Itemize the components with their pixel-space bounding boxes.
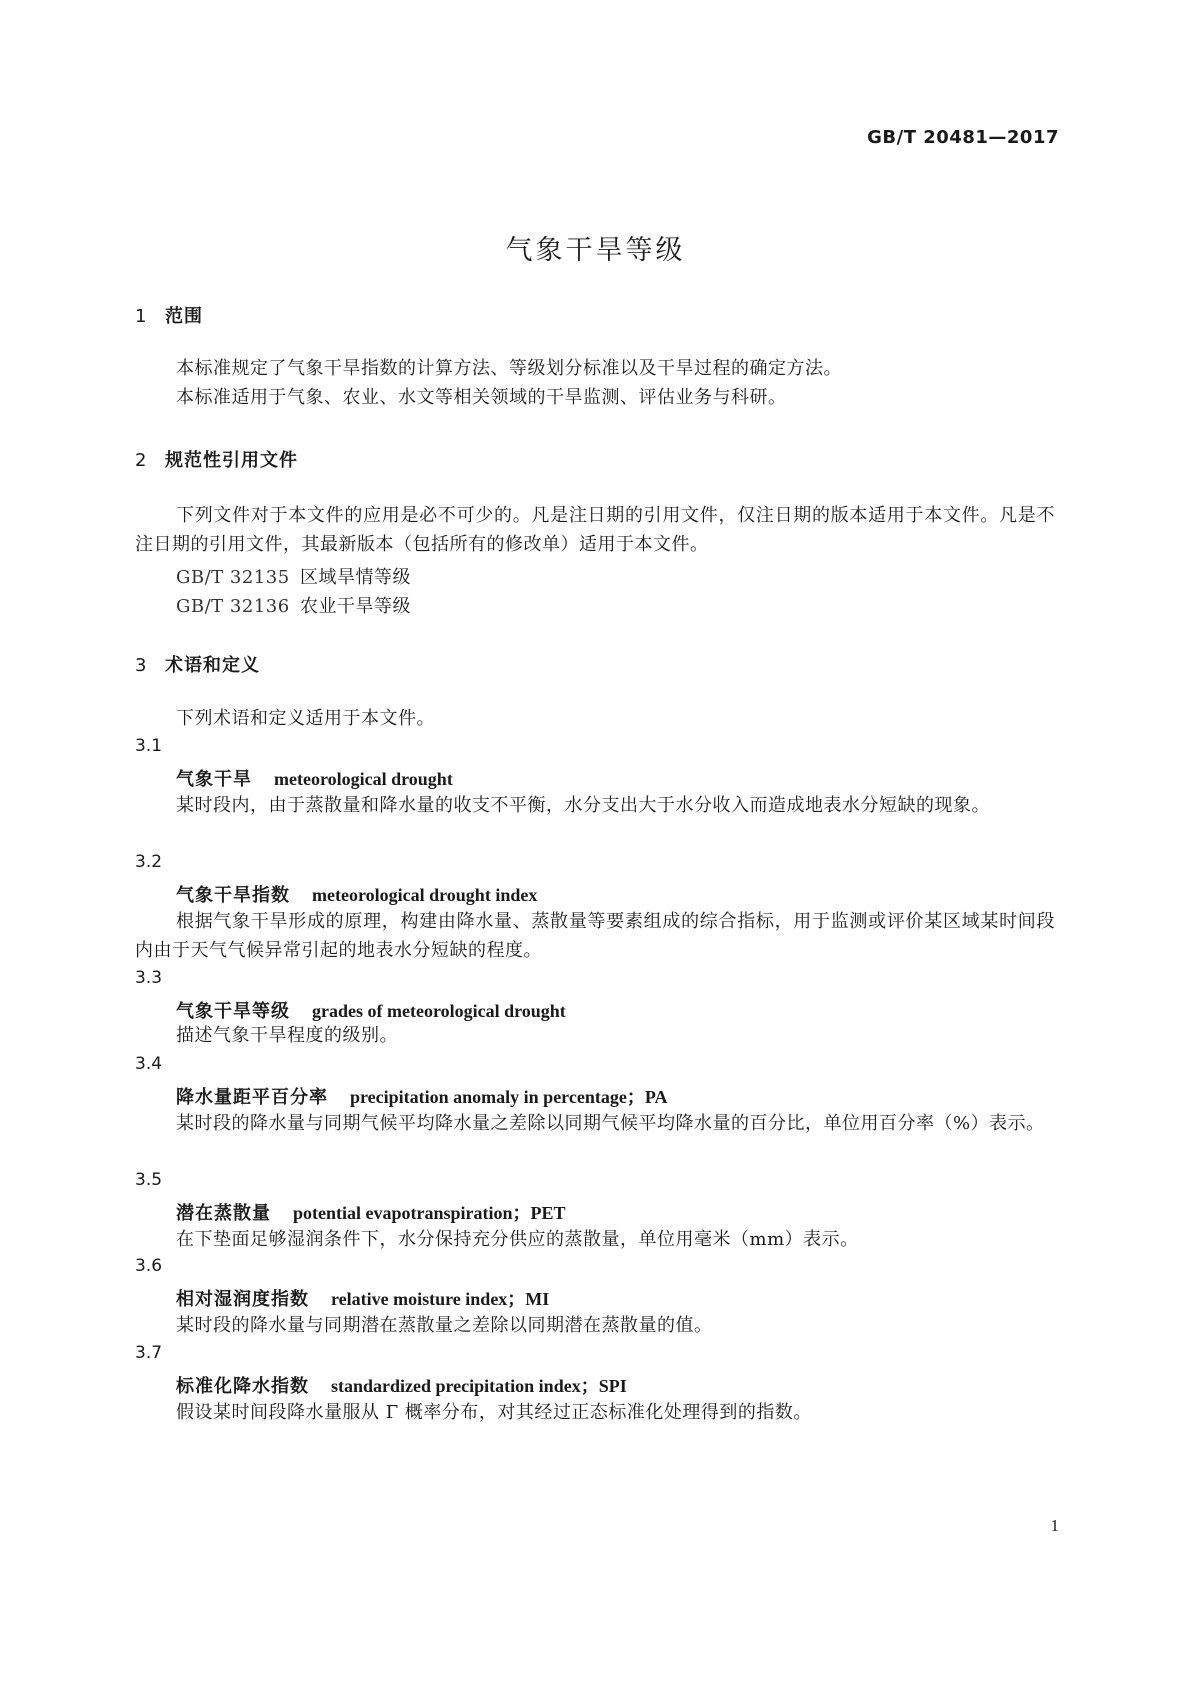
term-zh: 标准化降水指数 <box>176 1376 309 1397</box>
term-en: meteorological drought index <box>312 885 538 905</box>
term-zh: 相对湿润度指数 <box>176 1289 309 1310</box>
paragraph: 本标准适用于气象、农业、水文等相关领域的干旱监测、评估业务与科研。 <box>176 387 787 408</box>
paragraph: 下列术语和定义适用于本文件。 <box>176 708 435 729</box>
term-definition: 描述气象干旱程度的级别。 <box>176 1025 398 1046</box>
term-heading <box>176 1199 566 1225</box>
term-definition: 某时段的降水量与同期潜在蒸散量之差除以同期潜在蒸散量的值。 <box>176 1315 713 1336</box>
term-en: standardized precipitation index；SPI <box>331 1376 627 1396</box>
term-number: 3.1 <box>135 736 163 756</box>
section-heading-2 <box>135 446 298 472</box>
term-zh: 潜在蒸散量 <box>176 1203 271 1224</box>
term-en: grades of meteorological drought <box>312 1001 566 1021</box>
term-definition: 在下垫面足够湿润条件下，水分保持充分供应的蒸散量，单位用毫米（mm）表示。 <box>176 1229 859 1250</box>
section-number: 2 <box>135 450 148 471</box>
term-heading <box>176 881 537 907</box>
section-number: 3 <box>135 655 148 676</box>
section-heading-1 <box>135 302 203 328</box>
reference-title: 区域旱情等级 <box>300 567 411 588</box>
term-zh: 气象干旱等级 <box>176 1001 290 1022</box>
reference-code: GB/T 32136 <box>176 596 290 617</box>
section-title: 范围 <box>165 306 203 327</box>
term-heading <box>176 1372 627 1398</box>
term-zh: 气象干旱指数 <box>176 885 290 906</box>
reference-item <box>176 563 411 589</box>
paragraph: 下列文件对于本文件的应用是必不可少的。凡是注日期的引用文件，仅注日期的版本适用于本文件。凡是不注日期的引用文件，其最新版本（包括所有的修改单）适用于本文件。 <box>135 505 1055 555</box>
term-definition: 某时段的降水量与同期气候平均降水量之差除以同期气候平均降水量的百分比，单位用百分率（%）表示。 <box>176 1113 1045 1134</box>
term-number: 3.4 <box>135 1054 163 1074</box>
term-zh: 气象干旱 <box>176 769 252 790</box>
page-number: 1 <box>1050 1516 1059 1535</box>
term-en: potential evapotranspiration；PET <box>293 1203 566 1223</box>
section-title: 术语和定义 <box>165 655 260 676</box>
reference-title: 农业干旱等级 <box>300 596 411 617</box>
standard-number: GB/T 20481—2017 <box>867 127 1059 148</box>
term-number: 3.7 <box>135 1343 163 1363</box>
term-heading <box>176 1083 667 1109</box>
term-zh: 降水量距平百分率 <box>176 1087 328 1108</box>
section-heading-3 <box>135 651 260 677</box>
term-number: 3.5 <box>135 1170 163 1190</box>
paragraph: 本标准规定了气象干旱指数的计算方法、等级划分标准以及干旱过程的确定方法。 <box>176 358 842 379</box>
section-number: 1 <box>135 306 148 327</box>
section-title: 规范性引用文件 <box>165 450 298 471</box>
term-definition: 根据气象干旱形成的原理，构建由降水量、蒸散量等要素组成的综合指标，用于监测或评价某区域某时间段内由于天气气候异常引起的地表水分短缺的程度。 <box>135 911 1055 961</box>
term-en: precipitation anomaly in percentage；PA <box>350 1087 668 1107</box>
term-heading <box>176 997 566 1023</box>
reference-code: GB/T 32135 <box>176 567 290 588</box>
page-title: 气象干旱等级 <box>505 235 686 266</box>
term-en: relative moisture index；MI <box>331 1289 550 1309</box>
term-heading <box>176 765 453 791</box>
term-number: 3.6 <box>135 1256 163 1276</box>
reference-item <box>176 592 411 618</box>
term-definition: 假设某时间段降水量服从 Γ 概率分布，对其经过正态标准化处理得到的指数。 <box>176 1402 812 1423</box>
term-definition: 某时段内，由于蒸散量和降水量的收支不平衡，水分支出大于水分收入而造成地表水分短缺的现象。 <box>176 795 990 816</box>
term-heading <box>176 1285 549 1311</box>
term-number: 3.3 <box>135 968 163 988</box>
term-number: 3.2 <box>135 852 163 872</box>
term-en: meteorological drought <box>274 769 453 789</box>
